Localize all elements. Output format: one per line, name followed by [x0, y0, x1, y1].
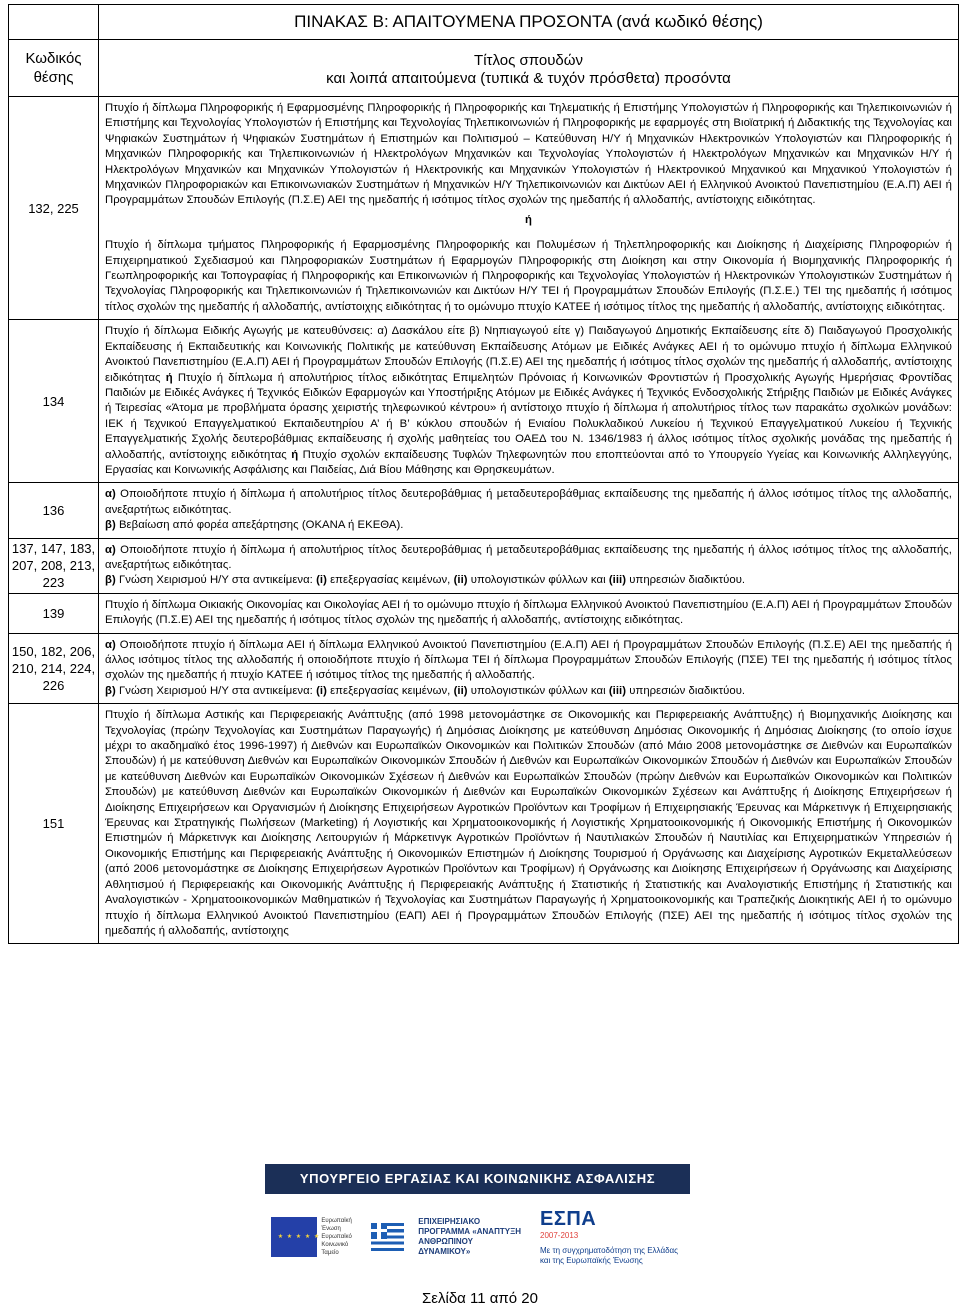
- qualification-text: υπολογιστικών φύλλων και: [470, 684, 606, 697]
- table-row: [9, 704, 959, 944]
- qualification-item-b: [105, 518, 952, 533]
- qualifications-cell: [99, 538, 959, 593]
- or-separator: ή: [525, 213, 532, 226]
- position-code: 136: [9, 483, 99, 538]
- qualifications-cell: [99, 704, 959, 944]
- qualification-text: Οποιοδήποτε πτυχίο ή δίπλωμα ή απολυτήριος τίτλος δευτεροβάθμιας ή μεταδευτεροβάθμιας εκπαίδευσης της ημεδαπής ή άλλος ισότιμος τίτλος της αλλοδαπής, ανεξαρτήτως ειδικότητας.: [105, 543, 952, 571]
- espa-slogan: Με τη συγχρηματοδότηση της Ελλάδας και της Ευρωπαϊκής Ένωσης: [540, 1246, 678, 1265]
- qualification-text: υπηρεσιών διαδικτύου.: [629, 684, 746, 697]
- item-label: β): [105, 574, 116, 587]
- or-separator: ή: [165, 371, 173, 384]
- qualification-text: υπολογιστικών φύλλων και: [470, 574, 606, 587]
- table-row: [9, 97, 959, 320]
- item-label: (iii): [608, 574, 627, 587]
- qualification-text: Γνώση Χειρισμού Η/Υ στα αντικείμενα:: [118, 684, 313, 697]
- col-header-title-line1: Τίτλος σπουδών: [474, 52, 583, 69]
- table-corner-cell: [9, 5, 99, 40]
- eu-flag-icon: ★ ★ ★ ★ ★: [271, 1217, 317, 1257]
- item-label: β): [105, 684, 116, 697]
- item-label: (i): [316, 684, 327, 697]
- qualification-text: υπηρεσιών διαδικτύου.: [629, 574, 746, 587]
- col-header-code: Κωδικός θέσης: [9, 40, 99, 97]
- col-header-title: [99, 40, 959, 97]
- item-label: α): [105, 543, 116, 556]
- qualifications-cell: [99, 320, 959, 483]
- operational-programme-logo: ΕΠΙΧΕΙΡΗΣΙΑΚΟ ΠΡΟΓΡΑΜΜΑ «ΑΝΑΠΤΥΞΗ ΑΝΘΡΩΠΙΝΟΥ ΔΥΝΑΜΙΚΟΥ»: [418, 1217, 521, 1256]
- position-code: 132, 225: [9, 97, 99, 320]
- requirements-table: [8, 4, 959, 944]
- position-code: 137, 147, 183, 207, 208, 213, 223: [9, 538, 99, 593]
- logo-strip: [265, 1202, 690, 1272]
- item-label: α): [105, 638, 116, 651]
- table-title: ΠΙΝΑΚΑΣ Β: ΑΠΑΙΤΟΥΜΕΝΑ ΠΡΟΣΟΝΤΑ (ανά κωδικό θέσης): [99, 5, 959, 40]
- espa-years: 2007-2013: [540, 1231, 579, 1240]
- qualification-paragraph: Πτυχίο ή δίπλωμα τμήματος Πληροφορικής ή Εφαρμοσμένης Πληροφορικής και Πολυμέσων ή Τηλεπληροφορικής και Διοίκησης ή Διαχείρισης Πληροφοριών ή Επιχειρηματικού Σχεδιασμού και Πληροφοριακών Συστημάτων ή Εφαρμογών Πληροφορικής στη Διοίκηση και στην Οικονομία ή Βιομηχανικής Πληροφορικής ή Γεωπληροφορικής και Τοπογραφίας ή Πληροφορικής και Επικοινωνιών ή Πληροφορικής και Τεχνολογίας Υπολογιστών ή Ηλεκτρονικών Υπολογιστικών Συστημάτων ή Τεχνολογίας Πληροφορικής και Τηλεπικοινωνιών ή Τηλεπικοινωνιών και Δικτύων Η/Υ ΤΕΙ ή Προγραμμάτων Σπουδών Επιλογής (Π.Σ.Ε.) ΤΕΙ της ημεδαπής ή ισότιμος τίτλος σχολών της ημεδαπής ή αλλοδαπής, αντίστοιχης ειδικότητας ή το ομώνυμο πτυχίο ΚΑΤΕΕ ή ισότιμος τίτλος της ημεδαπής ή αλλοδαπής, αντίστοιχης ειδικότητας.: [105, 239, 952, 313]
- qualification-paragraph: [105, 324, 952, 478]
- table-row: [9, 633, 959, 704]
- funding-banner: [265, 1164, 690, 1276]
- item-label: (ii): [453, 684, 468, 697]
- qualification-text: Οποιοδήποτε πτυχίο ή δίπλωμα ΑΕΙ ή δίπλωμα Ελληνικού Ανοικτού Πανεπιστημίου (Ε.Α.Π) ΑΕΙ ή Προγραμμάτων Σπουδών Επιλογής (Π.Σ.Ε) ΑΕΙ της ημεδαπής ή άλλος ισότιμος τίτλος της αλλοδαπής ή οποιοδήποτε πτυχίο ή δίπλωμα ΤΕΙ ή δίπλωμα Προγραμμάτων Σπουδών Επιλογής (ΠΣΕ) ΤΕΙ της ημεδαπής ή ισότιμος τίτλος σχολών της ημεδαπής ή πτυχίο ΚΑΤΕΕ ή ισότιμος τίτλος της ημεδαπής ή αλλοδαπής.: [105, 638, 952, 682]
- qualifications-cell: [99, 633, 959, 704]
- qualification-paragraph: Πτυχίο ή δίπλωμα Αστικής και Περιφερειακής Ανάπτυξης (από 1998 μετονομάστηκε σε Οικονομικής και Περιφερειακής Ανάπτυξης) ή Βιομηχανικής Διοίκησης και Τεχνολογίας (πρώην Τεχνολογίας και Συστημάτων Παραγωγής) ή Δημόσιας Διοίκησης με κατεύθυνση Δημόσιας Οικονομικής ή Δημόσιας Διοίκησης (το οποίο ίσχυε μέχρι το ακαδημαϊκό έτος 1996-1997) ή Διεθνών και Ευρωπαϊκών Οικονομικών και Πολιτικών Σπουδών (από Μάιο 2008 μετονομάστηκε σε Διεθνών και Ευρωπαϊκών Σπουδών) ή με κατεύθυνση Διεθνών και Ευρωπαϊκών Οικονομικών Σπουδών ή Διεθνών και Ευρωπαϊκών Οικονομικών Σπουδών ή Διεθνών και Ευρωπαϊκών Σπουδών με κατεύθυνση Διεθνών και Ευρωπαϊκών Οικονομικών Σχέσεων ή Διεθνών και Ευρωπαϊκών Σπουδών (πρώην Διεθνών και Ευρωπαϊκών Οικονομικών και Πολιτικών Σπουδών) με κατεύθυνση Διεθνών και Ευρωπαϊκών Οικονομικών ή Διεθνών και Ευρωπαϊκών Οικονομικών Σχέσεων και Ανάπτυξης ή Διοίκησης Επιχειρήσεων ή Διοίκησης Επιχειρήσεων και Οργανισμών ή Διοίκησης Επιχειρήσεων Αγροτικών Προϊόντων και Τροφίμων ή Επιχειρησιακής Έρευνας και Μάρκετινγκ ή Επιχειρησιακής Έρευνας και Στρατηγικής Πωλήσεων (Marketing) ή Λογιστικής και Χρηματοοικονομικής ή Λογιστικής Χρηματοοικονομικής ή Οικονομικής Επιστήμης ή Οικονομικών Επιστημών ή Μάρκετινγκ και Διοίκησης Λειτουργιών ή Μάρκετινγκ Αγροτικών Προϊόντων ή Ναυτιλιακών Σπουδών ή Ναυτιλίας και Επιχειρηματικών Υπηρεσιών ή Οικονομικής Επιστήμης και Περιφερειακής Ανάπτυξης ή Οικονομικών Επιστημών ή Διοίκησης Τουρισμού ή Οργάνωσης και Διαχείρισης Αγροτικών Εκμεταλλεύσεων (από 2006 μετονομάστηκε σε Διοίκησης Επιχειρήσεων Αγροτικών Προϊόντων και Τροφίμων) ή Οργάνωσης και Διοίκησης Επιχειρήσεων ή Οργάνωσης και Διαχείρισης Αθλητισμού ή Περιφερειακής και Οικονομικής Ανάπτυξης ή Περιφερειακής Ανάπτυξης ή Στατιστικής ή Στατιστικής και Αναλογιστικής Επιστήμης ή Στατιστικής και Αναλογιστικών - Χρηματοοικονομικών Μαθηματικών ή Τεχνολογίας και Συστημάτων Παραγωγής ή Χρηματοοικονομικής και Τραπεζικής Διοικητικής ΑΕΙ ή το ομώνυμο πτυχίο ή δίπλωμα Ελληνικού Ανοικτού Πανεπιστημίου (ΕΑΠ) ΑΕΙ ή Προγραμμάτων Σπουδών Επιλογής (ΠΣΕ) ΑΕΙ της ημεδαπής ή ισότιμος τίτλος σχολών της ημεδαπής ή αλλοδαπής, αντίστοιχης: [105, 709, 952, 937]
- qualifications-cell: [99, 483, 959, 538]
- qualifications-cell: [99, 97, 959, 320]
- qualification-text: επεξεργασίας κειμένων,: [330, 684, 451, 697]
- espa-logo: [540, 1208, 690, 1266]
- qualification-paragraph: Πτυχίο ή δίπλωμα Οικιακής Οικονομίας και Οικολογίας ΑΕΙ ή το ομώνυμο πτυχίο ή δίπλωμα Ελληνικού Ανοικτού Πανεπιστημίου (Ε.Α.Π) ΑΕΙ ή Προγραμμάτων Σπουδών Επιλογής (Π.Σ.Ε) ΑΕΙ της ημεδαπής ή ισότιμος τίτλος σχολών της ημεδαπής ή αλλοδαπής, αντίστοιχης ειδικότητας.: [105, 598, 952, 627]
- document-page: [8, 0, 956, 1313]
- item-label: (ii): [453, 574, 468, 587]
- position-code: 134: [9, 320, 99, 483]
- item-label: β): [105, 519, 116, 532]
- qualification-item-b: [105, 573, 952, 588]
- position-code: 139: [9, 593, 99, 633]
- item-label: (iii): [608, 684, 627, 697]
- qualification-text: Βεβαίωση από φορέα απεξάρτησης (ΟΚΑΝΑ ή ΕΚΕΘΑ).: [118, 519, 404, 532]
- eu-caption: Ευρωπαϊκή Ένωση Ευρωπαϊκό Κοινωνικό Ταμείο: [321, 1218, 352, 1256]
- position-code: 150, 182, 206, 210, 214, 224, 226: [9, 633, 99, 704]
- qualification-text: Πτυχίο σχολών εκπαίδευσης Τυφλών Τηλεφωνητών που εποπτεύονται από το Υπουργείο Υγείας και Κοινωνικής Αλληλεγγύης, Εργασίας και Κοινωνικής Ασφάλισης και Παιδείας, Διά Βίου Μάθησης και Θρησκευμάτων.: [105, 448, 952, 476]
- col-header-title-line2: και λοιπά απαιτούμενα (τυπικά & τυχόν πρόσθετα) προσόντα: [326, 70, 731, 87]
- qualification-text: Πτυχίο ή δίπλωμα Ειδικής Αγωγής με κατευθύνσεις: α) Δασκάλου είτε β) Νηπιαγωγού είτε γ) Παιδαγωγού Δημοτικής Εκπαίδευσης είτε δ) Παιδαγωγού Προσχολικής Εκπαίδευσης ή Εκπαιδευτικής και Κοινωνικής Πολιτικής με κατεύθυνση Εκπαίδευσης Ατόμων με Ειδικές Ανάγκες ΑΕΙ ή το ομώνυμο πτυχίο ή δίπλωμα Ελληνικού Ανοικτού Πανεπιστημίου (Ε.Α.Π) ΑΕΙ ή Προγραμμάτων Σπουδών Επιλογής (Π.Σ.Ε) ΑΕΙ της ημεδαπής ή ισότιμος τίτλος σχολών της ημεδαπής ή αλλοδαπής, αντίστοιχης ειδικότητας: [105, 325, 952, 384]
- table-row: [9, 538, 959, 593]
- position-code: 151: [9, 704, 99, 944]
- item-label: (i): [316, 574, 327, 587]
- or-separator: ή: [291, 448, 299, 461]
- qualification-text: Γνώση Χειρισμού Η/Υ στα αντικείμενα:: [118, 574, 313, 587]
- qualification-text: επεξεργασίας κειμένων,: [330, 574, 451, 587]
- table-row: [9, 593, 959, 633]
- espa-logo-text: ΕΣΠΑ: [540, 1208, 597, 1230]
- qualification-item-b: [105, 684, 952, 699]
- greek-flag-icon: [371, 1223, 404, 1251]
- qualification-text: Πτυχίο ή δίπλωμα ή απολυτήριος τίτλος ειδικότητας Επιμελητών Πρόνοιας ή Κοινωνικών Φροντιστών ή Προσχολικής Αγωγής Ημερήσιας Φροντίδας Παιδιών με Ειδικές Ανάγκες ή Τεχνικός Ειδικών Εφαρμογών και Υποστήριξης Ατόμων με Ειδικές Ανάγκες ή Τεχνικός Ενδοσχολικής Στήριξης Παιδιών με Ειδικές Ανάγκες ή Τειρεσίας «Άτομα με προβλήματα όρασης χειριστής τηλεφωνικού κέντρου» ή αντίστοιχο πτυχίο ή δίπλωμα ή απολυτήριος τίτλος των παρακάτω σχολικών μονάδων: ΙΕΚ ή Τεχνικού Επαγγελματικού Εκπαιδευτηρίου Α’ ή Β’ κύκλου σπουδών ή Ενιαίου Πολυκλαδικού Λυκείου ή Τεχνικού Επαγγελματικού Λυκείου ή Τεχνικής Επαγγελματικής Σχολής δευτεροβάθμιας εκπαίδευσης ή σχολής μαθητείας του ΟΑΕΔ του Ν. 1346/1983 ή άλλος ισότιμος τίτλος σχολικής μονάδας της ημεδαπής ή αλλοδαπής, αντίστοιχης ειδικότητας: [105, 371, 952, 461]
- qualification-item-a: [105, 487, 952, 518]
- qualification-item-a: [105, 638, 952, 684]
- page-number: Σελίδα 11 από 20: [422, 1290, 538, 1307]
- table-row: [9, 320, 959, 483]
- qualification-text: Οποιοδήποτε πτυχίο ή δίπλωμα ή απολυτήριος τίτλος δευτεροβάθμιας ή μεταδευτεροβάθμιας εκπαίδευσης της ημεδαπής ή άλλος ισότιμος τίτλος της αλλοδαπής, ανεξαρτήτως ειδικότητας.: [105, 488, 952, 516]
- ministry-banner: ΥΠΟΥΡΓΕΙΟ ΕΡΓΑΣΙΑΣ ΚΑΙ ΚΟΙΝΩΝΙΚΗΣ ΑΣΦΑΛΙΣΗΣ: [265, 1164, 690, 1194]
- qualification-item-a: [105, 543, 952, 574]
- qualification-paragraph: Πτυχίο ή δίπλωμα Πληροφορικής ή Εφαρμοσμένης Πληροφορικής ή Πληροφορικής και Τηλεματικής ή Επιστήμης Υπολογιστών ή Πληροφορικής και Τηλεπικοινωνιών ή Επιστήμης και Τεχνολογίας Υπολογιστών ή Επιστήμης και Τεχνολογίας Τηλεπικοινωνιών ή Πληροφορικής με εφαρμογές στη Βιοϊατρική ή Διδακτικής της Τεχνολογίας και Ψηφιακών Συστημάτων ή Ψηφιακών Συστημάτων ή Επιστημών και Πολιτισμού – Κατεύθυνση Η/Υ ή Μηχανικών Ηλεκτρονικών Υπολογιστών και Πληροφορικής ή Μηχανικών Πληροφορικής και Τηλεπικοινωνιών ή Ηλεκτρολόγων Μηχανικών και Τεχνολογίας Υπολογιστών ή Ηλεκτρολόγων Μηχανικών και Μηχανικών Η/Υ ή Ηλεκτρολόγων Μηχανικών και Μηχανικών Υπολογιστών ή Ηλεκτρονικής και Μηχανικών Υπολογιστών ή Ηλεκτρονικού Μηχανικού και Μηχανικού Υπολογιστών ή Μηχανικών Πληροφοριακών και Επικοινωνιακών Συστημάτων ή Μηχανικών Η/Υ Τηλεπικοινωνιών και Δικτύων ΑΕΙ ή Ελληνικού Ανοικτού Πανεπιστημίου (Ε.Α.Π) ΑΕΙ ή Προγραμμάτων Σπουδών Επιλογής (Π.Σ.Ε) ΑΕΙ της ημεδαπής ή ισότιμος τίτλος σχολών της ημεδαπής ή αλλοδαπής, αντίστοιχης ειδικότητας.: [105, 102, 952, 207]
- item-label: α): [105, 488, 116, 501]
- table-row: [9, 483, 959, 538]
- qualifications-cell: [99, 593, 959, 633]
